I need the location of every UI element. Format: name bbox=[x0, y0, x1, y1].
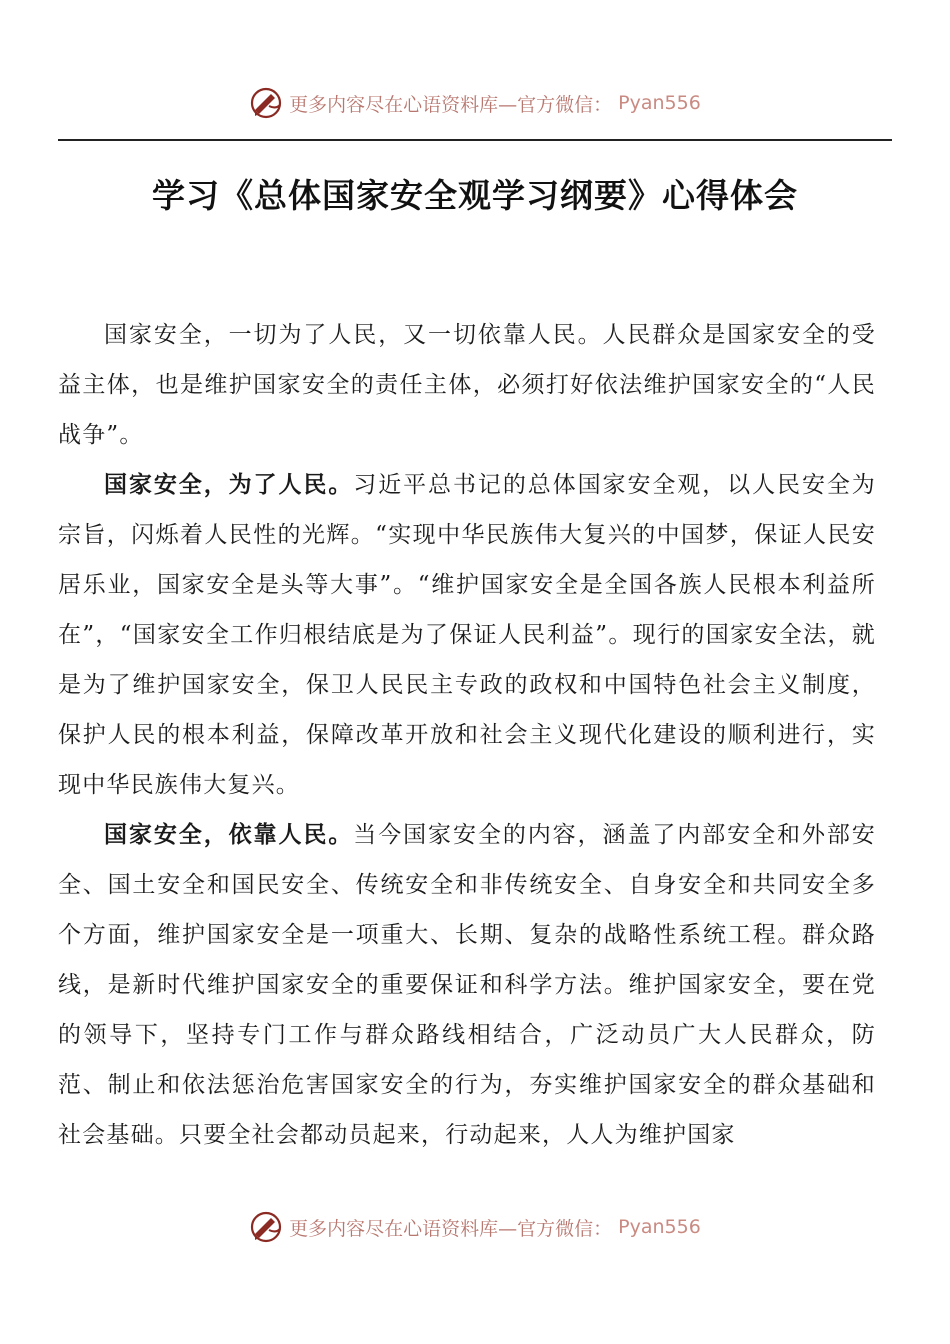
header-watermark bbox=[0, 83, 950, 123]
document-body bbox=[58, 310, 876, 1160]
paragraph-text: 当今国家安全的内容，涵盖了内部安全和外部安全、国土安全和国民安全、传统安全和非传统安全、自身安全和共同安全多个方面，维护国家安全是一项重大、长期、复杂的战略性系统工程。群众路线，是新时代维护国家安全的重要保证和科学方法。维护国家安全，要在党的领导下，坚持专门工作与群众路线相结合，广泛动员广大人民群众，防范、制止和依法惩治危害国家安全的行为，夯实维护国家安全的群众基础和社会基础。只要全社会都动员起来，行动起来，人人为维护国家 bbox=[58, 822, 876, 1148]
watermark-text: 更多内容尽在心语资料库—官方微信： bbox=[289, 93, 613, 116]
watermark-wechat-id: Pyan556 bbox=[618, 92, 701, 114]
paragraph bbox=[58, 310, 876, 460]
watermark-text: 更多内容尽在心语资料库—官方微信： bbox=[289, 1217, 613, 1240]
paragraph-text: 国家安全，一切为了人民，又一切依靠人民。人民群众是国家安全的受益主体，也是维护国家安全的责任主体，必须打好依法维护国家安全的“人民战争”。 bbox=[58, 322, 876, 448]
footer-watermark bbox=[0, 1207, 950, 1247]
paragraph bbox=[58, 460, 876, 810]
header-divider bbox=[58, 139, 892, 141]
pen-circle-logo-icon bbox=[249, 1210, 283, 1244]
paragraph bbox=[58, 810, 876, 1160]
document-title: 学习《总体国家安全观学习纲要》心得体会 bbox=[152, 176, 798, 215]
watermark-wechat-id: Pyan556 bbox=[618, 1216, 701, 1238]
pen-circle-logo-icon bbox=[249, 86, 283, 120]
paragraph-text: 习近平总书记的总体国家安全观，以人民安全为宗旨，闪烁着人民性的光辉。“实现中华民族伟大复兴的中国梦，保证人民安居乐业，国家安全是头等大事”。“维护国家安全是全国各族人民根本利益所在”，“国家安全工作归根结底是为了保证人民利益”。现行的国家安全法，就是为了维护国家安全，保卫人民民主专政的政权和中国特色社会主义制度，保护人民的根本利益，保障改革开放和社会主义现代化建设的顺利进行，实现中华民族伟大复兴。 bbox=[58, 472, 876, 798]
paragraph-lead: 国家安全，依靠人民。 bbox=[104, 821, 354, 848]
paragraph-lead: 国家安全，为了人民。 bbox=[104, 471, 354, 498]
